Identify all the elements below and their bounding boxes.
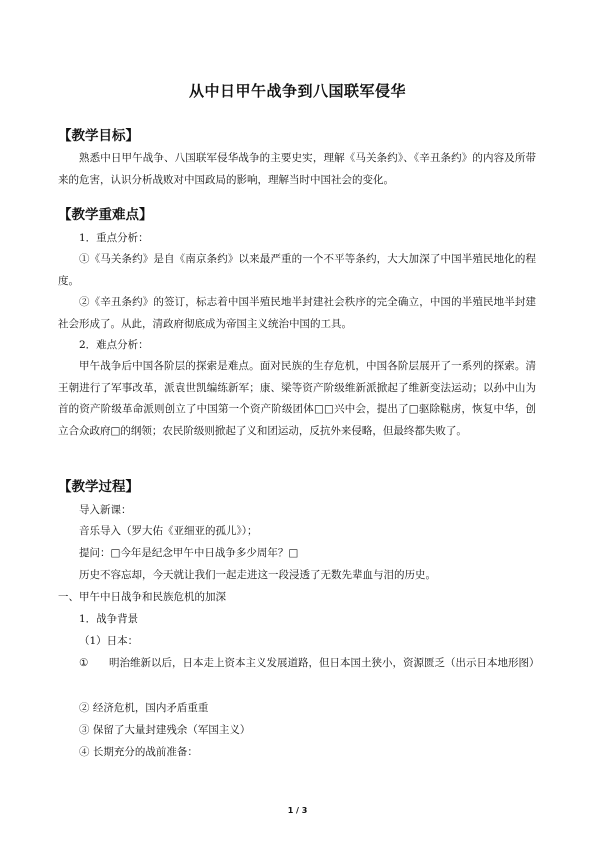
intro-label: 导入新课： bbox=[79, 504, 132, 516]
key-point-1: ①《马关条约》是自《南京条约》以来最严重的一个不平等条约，大大加深了中国半殖民地化的程度。 bbox=[58, 253, 536, 287]
item-3: ③ 保留了大量封建残余（军国主义） bbox=[79, 724, 251, 736]
page-number: 1 / 3 bbox=[287, 806, 308, 815]
music-intro: 音乐导入（罗大佑《亚细亚的孤儿》）； bbox=[79, 525, 258, 537]
sub-heading-background: 1．战争背景 bbox=[79, 613, 139, 625]
heading-process: 【教学过程】 bbox=[58, 479, 139, 495]
key-label: 1．重点分析： bbox=[79, 232, 149, 244]
difficult-paragraph: 甲午战争后中国各阶层的探索是难点。面对民族的生存危机，中国各阶层展开了一系列的探索。清王朝进行了军事改革，派袁世凯编练新军；康、梁等资产阶级维新派掀起了维新变法运动；以孙中山为首的资产阶级革命派则创立了中国第一个资产阶级团体□□兴中会，提出了□驱除鞑虏，恢复中华，创立合众政府□的纲领；农民阶级则掀起了义和团运动，反抗外来侵略，但最终都失败了。 bbox=[58, 360, 536, 437]
item-4: ④ 长期充分的战前准备： bbox=[79, 746, 198, 758]
goals-paragraph: 熟悉中日甲午战争、八国联军侵华战争的主要史实，理解《马关条约》、《辛丑条约》的内容及所带来的危害，认识分析战败对中国政局的影响，理解当时中国社会的变化。 bbox=[58, 152, 536, 186]
item-2: ② 经济危机，国内矛盾重重 bbox=[79, 702, 209, 714]
heading-keypoints: 【教学重难点】 bbox=[58, 207, 153, 223]
item-1-text: 明治维新以后，日本走上资本主义发展道路，但日本国土狭小，资源匮乏（出示日本地形图） bbox=[109, 657, 540, 669]
question-line: 提问：□今年是纪念甲午中日战争多少周年？□ bbox=[79, 547, 299, 559]
item-1-number: ① bbox=[79, 657, 89, 669]
japan-label: （1）日本： bbox=[79, 635, 139, 647]
section-heading-1: 一、甲午中日战争和民族危机的加深 bbox=[58, 591, 226, 603]
history-line: 历史不容忘却，今天就让我们一起走进这一段浸透了无数先辈血与泪的历史。 bbox=[79, 569, 436, 581]
page-title: 从中日甲午战争到八国联军侵华 bbox=[188, 82, 406, 100]
heading-goals: 【教学目标】 bbox=[58, 128, 139, 144]
difficult-label: 2．难点分析： bbox=[79, 339, 149, 351]
key-point-2: ②《辛丑条约》的签订，标志着中国半殖民地半封建社会秩序的完全确立，中国的半殖民地半封建社会形成了。从此，清政府彻底成为帝国主义统治中国的工具。 bbox=[58, 296, 536, 330]
